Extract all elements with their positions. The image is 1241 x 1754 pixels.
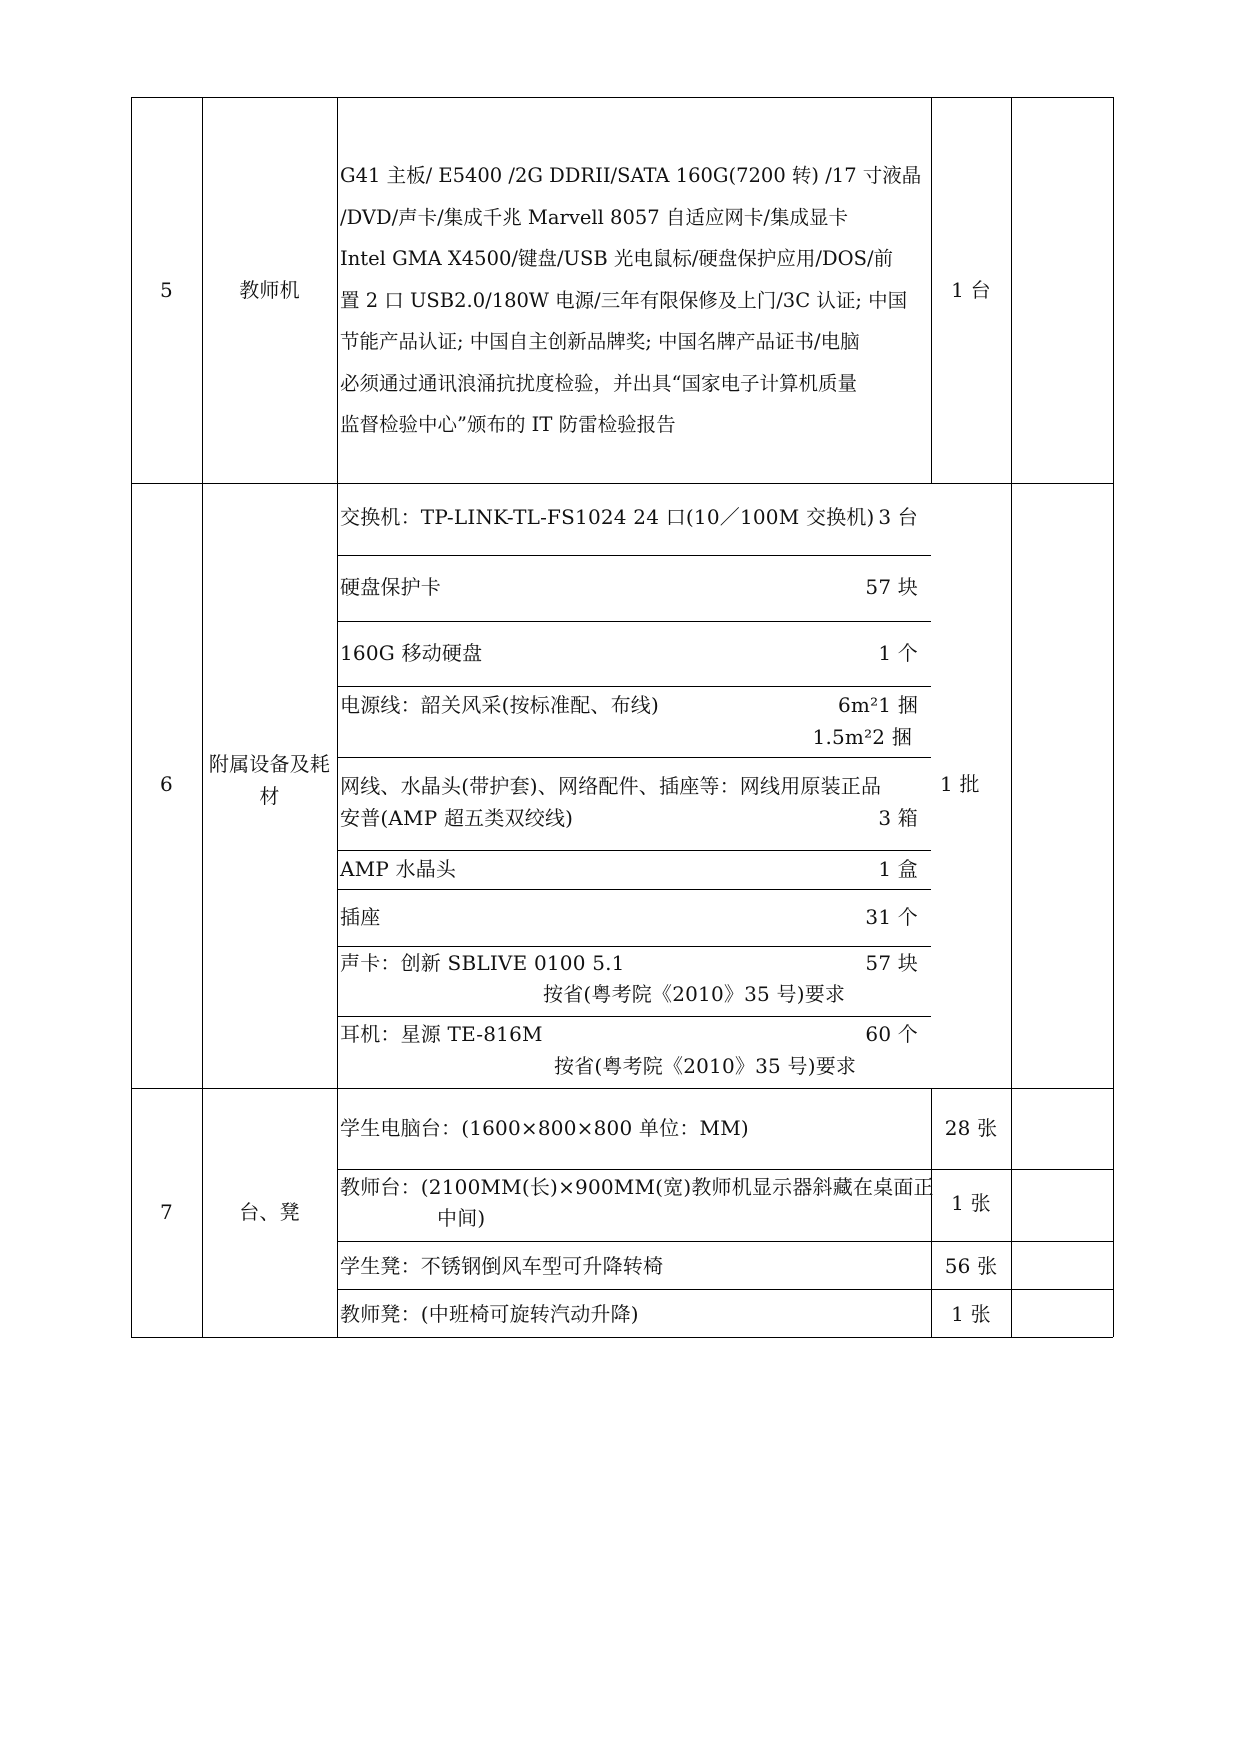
- sub-item-qty: 56 张: [944, 1254, 998, 1278]
- row-number: 5: [160, 278, 173, 302]
- sub-item-text: 学生电脑台：(1600×800×800 单位：MM): [340, 1116, 749, 1140]
- subrow-divider: [337, 757, 931, 758]
- sub-item-text: 中间): [437, 1206, 486, 1230]
- subrow-divider: [337, 1016, 931, 1017]
- sub-item-text: 插座: [340, 905, 381, 929]
- sub-item-note: 按省(粤考院《2010》35 号)要求: [554, 1054, 857, 1078]
- subrow-divider: [337, 1289, 1113, 1290]
- sub-item-qty: 1 盒: [878, 857, 918, 881]
- sub-item-qty: 3 台: [878, 505, 918, 529]
- sub-item-text: 网线、水晶头(带护套)、网络配件、插座等：网线用原装正品: [340, 774, 882, 798]
- sub-item-qty: 28 张: [944, 1116, 998, 1140]
- sub-item-qty: 1 张: [951, 1191, 991, 1215]
- table-border-bottom: [131, 1337, 1113, 1338]
- item-name: 材: [259, 784, 280, 808]
- spec-line: Intel GMA X4500/键盘/USB 光电鼠标/硬盘保护应用/DOS/前: [340, 247, 894, 270]
- subrow-divider: [337, 1169, 1113, 1170]
- spec-line: /DVD/声卡/集成千兆 Marvell 8057 自适应网卡/集成显卡: [340, 205, 848, 229]
- subrow-divider: [337, 889, 931, 890]
- column-divider: [1011, 97, 1012, 1337]
- spec-line: 置 2 口 USB2.0/180W 电源/三年有限保修及上门/3C 认证; 中国: [340, 288, 908, 312]
- row-number: 7: [160, 1200, 173, 1224]
- spec-line: 必须通过通讯浪涌抗扰度检验，并出具“国家电子计算机质量: [340, 371, 857, 395]
- sub-item-qty: 6m²1 捆: [838, 693, 918, 717]
- table-border-right: [1113, 97, 1114, 1337]
- sub-item-text: 电源线：韶关风采(按标准配、布线): [340, 693, 660, 717]
- spec-line: 节能产品认证; 中国自主创新品牌奖; 中国名牌产品证书/电脑: [340, 330, 860, 353]
- sub-item-text: 教师凳：(中班椅可旋转汽动升降): [340, 1302, 639, 1326]
- row-divider: [131, 483, 1113, 484]
- sub-item-text: 耳机：星源 TE-816M: [340, 1022, 543, 1046]
- sub-item-qty: 1 张: [951, 1302, 991, 1326]
- row-number: 6: [160, 772, 173, 796]
- sub-item-text: 160G 移动硬盘: [340, 641, 483, 665]
- quantity: 1 台: [951, 278, 991, 302]
- sub-item-text: 硬盘保护卡: [340, 575, 441, 599]
- subrow-divider: [337, 1241, 1113, 1242]
- sub-item-text: 学生凳：不锈钢倒风车型可升降转椅: [340, 1254, 664, 1278]
- spec-line: 监督检验中心”颁布的 IT 防雷检验报告: [340, 413, 676, 436]
- sub-item-qty: 60 个: [865, 1022, 918, 1046]
- sub-item-qty: 31 个: [865, 905, 918, 929]
- subrow-divider: [337, 850, 931, 851]
- sub-item-text: 教师台：(2100MM(长)×900MM(宽)教师机显示器斜藏在桌面正: [340, 1175, 934, 1199]
- quantity: 1 批: [940, 772, 980, 796]
- sub-item-qty: 1.5m²2 捆: [812, 725, 912, 749]
- table-border-top: [131, 97, 1113, 98]
- subrow-divider: [337, 555, 931, 556]
- sub-item-qty: 57 块: [865, 575, 918, 599]
- subrow-divider: [337, 946, 931, 947]
- sub-item-text: 声卡：创新 SBLIVE 0100 5.1: [340, 951, 625, 975]
- sub-item-qty: 3 箱: [878, 806, 918, 830]
- subrow-divider: [337, 621, 931, 622]
- sub-item-text: 交换机：TP-LINK-TL-FS1024 24 口(10／100M 交换机): [340, 505, 875, 529]
- item-name: 教师机: [239, 278, 300, 302]
- subrow-divider: [337, 686, 931, 687]
- sub-item-text: 安普(AMP 超五类双绞线): [340, 806, 574, 830]
- item-name: 附属设备及耗: [208, 752, 331, 776]
- sub-item-text: AMP 水晶头: [340, 857, 457, 881]
- row-divider: [131, 1088, 1113, 1089]
- sub-item-qty: 57 块: [865, 951, 918, 975]
- sub-item-note: 按省(粤考院《2010》35 号)要求: [543, 982, 846, 1006]
- spec-line: G41 主板/ E5400 /2G DDRII/SATA 160G(7200 转) /17 寸液晶: [340, 164, 922, 187]
- sub-item-qty: 1 个: [878, 641, 918, 665]
- item-name: 台、凳: [239, 1200, 300, 1224]
- spec-description: [340, 155, 930, 446]
- column-divider: [337, 97, 338, 1337]
